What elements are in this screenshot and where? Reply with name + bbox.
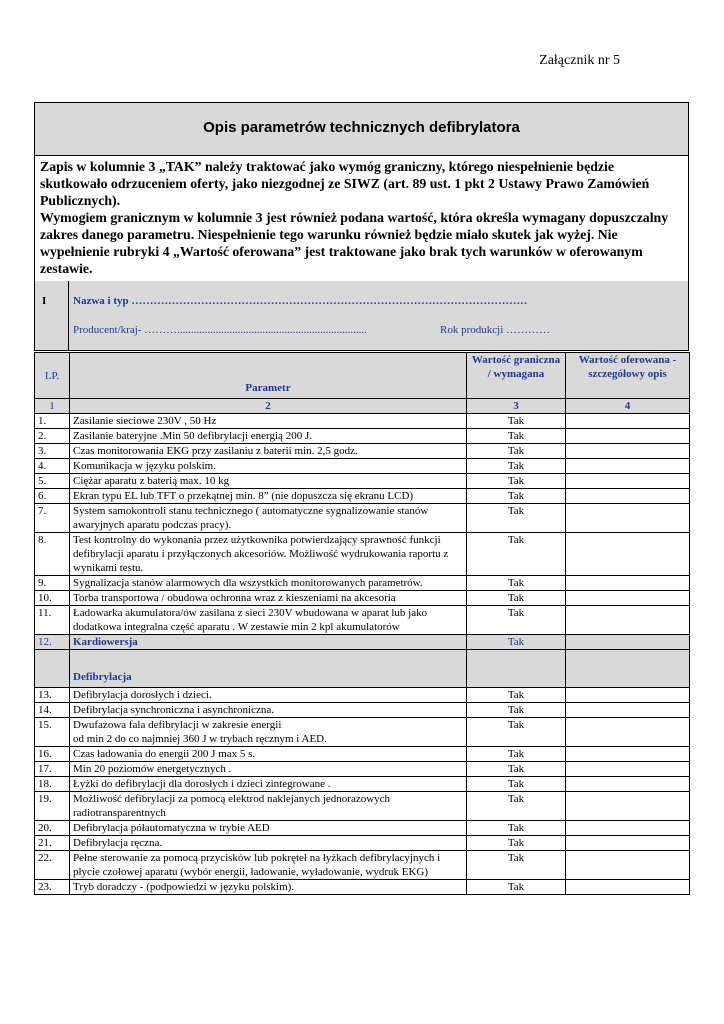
- row-offered-value[interactable]: [566, 474, 690, 489]
- device-name-field[interactable]: Nazwa i typ ………………………………………………………………………………………………: [73, 295, 528, 307]
- intro-box: [34, 155, 689, 282]
- row-lp: 9.: [35, 576, 70, 591]
- table-row: [35, 576, 690, 591]
- table-row: [35, 821, 690, 836]
- production-year-field[interactable]: Rok produkcji …………: [440, 324, 550, 336]
- row-required-value: Tak: [467, 688, 566, 703]
- table-row: [35, 718, 690, 747]
- row-lp: 5.: [35, 474, 70, 489]
- rows-group-sections: [35, 635, 690, 688]
- row-offered-value[interactable]: [566, 591, 690, 606]
- row-offered-value[interactable]: [566, 688, 690, 703]
- row-parameter: Test kontrolny do wykonania przez użytkownika potwierdzający sprawność funkcji defibrylacji aparatu i przyłączonych akcesoriów. Możliwość wydrukowania raportu z wynikami testu.: [70, 533, 467, 576]
- table-row: [35, 836, 690, 851]
- row-offered-value[interactable]: [566, 703, 690, 718]
- table-row: [35, 474, 690, 489]
- row-required-value: Tak: [467, 606, 566, 635]
- parameters-table: [34, 352, 690, 895]
- row-offered-value: [566, 650, 690, 688]
- row-lp: 15.: [35, 718, 70, 747]
- header-offered-value: Wartość oferowana -szczegółowy opis: [566, 353, 690, 399]
- row-required-value: Tak: [467, 414, 566, 429]
- row-parameter: Czas monitorowania EKG przy zasilaniu z baterii min. 2,5 godz.: [70, 444, 467, 459]
- column-number: 4: [566, 399, 690, 414]
- row-parameter: Ciężar aparatu z baterią max. 10 kg: [70, 474, 467, 489]
- table-row: [35, 606, 690, 635]
- table-row: [35, 489, 690, 504]
- rows-group-general: [35, 414, 690, 635]
- section-title-defibrylacja: Defibrylacja: [70, 650, 467, 688]
- intro-paragraph-1: Zapis w kolumnie 3 „TAK” należy traktować jako wymóg graniczny, którego niespełnienie będzie skutkowało odrzuceniem oferty, jako niezgodnej ze SIWZ (art. 89 ust. 1 pkt 2 Ustawy Prawo Zamówień Publicznych).: [40, 159, 650, 208]
- row-parameter: Możliwość defibrylacji za pomocą elektrod naklejanych jednorazowych radiotransparentnych: [70, 792, 467, 821]
- row-lp: 23.: [35, 880, 70, 895]
- producer-field[interactable]: Producent/kraj- ……….....................................................................: [73, 324, 367, 336]
- row-parameter: Sygnalizacja stanów alarmowych dla wszystkich monitorowanych parametrów.: [70, 576, 467, 591]
- row-parameter: Min 20 poziomów energetycznych .: [70, 762, 467, 777]
- row-lp: 10.: [35, 591, 70, 606]
- row-lp: 6.: [35, 489, 70, 504]
- row-required-value: Tak: [467, 777, 566, 792]
- row-lp: 2.: [35, 429, 70, 444]
- row-parameter: Dwufazowa fala defibrylacji w zakresie energii od min 2 do co najmniej 360 J w trybach ręcznym i AED.: [70, 718, 467, 747]
- row-required-value: Tak: [467, 489, 566, 504]
- row-required-value: Tak: [467, 504, 566, 533]
- row-offered-value[interactable]: [566, 635, 690, 650]
- row-lp: 18.: [35, 777, 70, 792]
- row-parameter: Zasilanie sieciowe 230V , 50 Hz: [70, 414, 467, 429]
- row-offered-value[interactable]: [566, 459, 690, 474]
- row-offered-value[interactable]: [566, 718, 690, 747]
- row-offered-value[interactable]: [566, 533, 690, 576]
- row-offered-value[interactable]: [566, 762, 690, 777]
- row-offered-value[interactable]: [566, 792, 690, 821]
- row-offered-value[interactable]: [566, 836, 690, 851]
- table-header-row: [35, 353, 690, 399]
- row-lp: 8.: [35, 533, 70, 576]
- row-required-value: Tak: [467, 703, 566, 718]
- row-offered-value[interactable]: [566, 821, 690, 836]
- row-offered-value[interactable]: [566, 576, 690, 591]
- row-lp: 7.: [35, 504, 70, 533]
- table-row: [35, 591, 690, 606]
- table-row: [35, 703, 690, 718]
- row-lp: 1.: [35, 414, 70, 429]
- row-required-value: Tak: [467, 747, 566, 762]
- row-lp: 21.: [35, 836, 70, 851]
- row-offered-value[interactable]: [566, 777, 690, 792]
- row-required-value: Tak: [467, 718, 566, 747]
- row-lp: 22.: [35, 851, 70, 880]
- row-offered-value[interactable]: [566, 504, 690, 533]
- row-required-value: Tak: [467, 821, 566, 836]
- table-row: [35, 414, 690, 429]
- row-offered-value[interactable]: [566, 414, 690, 429]
- row-lp: 3.: [35, 444, 70, 459]
- rows-group-defibrillation: [35, 688, 690, 895]
- header-required-value: Wartość graniczna / wymagana: [467, 353, 566, 399]
- row-parameter: Defibrylacja synchroniczna i asynchroniczna.: [70, 703, 467, 718]
- row-lp: 17.: [35, 762, 70, 777]
- table-row: [35, 762, 690, 777]
- table-row: [35, 792, 690, 821]
- table-row: [35, 444, 690, 459]
- row-parameter: Kardiowersja: [70, 635, 467, 650]
- header-parameter: Parametr: [70, 353, 467, 399]
- table-row: [35, 880, 690, 895]
- row-required-value: Tak: [467, 635, 566, 650]
- row-parameter: Defibrylacja dorosłych i dzieci.: [70, 688, 467, 703]
- row-required-value: Tak: [467, 444, 566, 459]
- title-box: [34, 102, 689, 156]
- column-number: 2: [70, 399, 467, 414]
- device-name-box: [34, 281, 689, 351]
- row-required-value: Tak: [467, 880, 566, 895]
- row-offered-value[interactable]: [566, 489, 690, 504]
- row-required-value: Tak: [467, 792, 566, 821]
- column-number-row: [35, 399, 690, 414]
- column-number: 1: [35, 399, 70, 414]
- table-row: [35, 533, 690, 576]
- row-parameter: Komunikacja w języku polskim.: [70, 459, 467, 474]
- annex-label: Załącznik nr 5: [539, 53, 620, 68]
- row-required-value: Tak: [467, 762, 566, 777]
- row-parameter: Pełne sterowanie za pomocą przycisków lub pokręteł na łyżkach defibrylacyjnych i płycie czołowej aparatu (wybór energii, ładowanie, wyładowanie, wydruk EKG): [70, 851, 467, 880]
- row-lp: 11.: [35, 606, 70, 635]
- row-required-value: Tak: [467, 576, 566, 591]
- row-parameter: Tryb doradczy - (podpowiedzi w języku polskim).: [70, 880, 467, 895]
- row-parameter: Łyżki do defibrylacji dla dorosłych i dzieci zintegrowane .: [70, 777, 467, 792]
- section-roman-numeral: I: [42, 295, 47, 307]
- row-required-value: Tak: [467, 429, 566, 444]
- divider: [68, 281, 69, 350]
- row-required-value: Tak: [467, 459, 566, 474]
- row-offered-value[interactable]: [566, 606, 690, 635]
- row-parameter: Ekran typu EL lub TFT o przekątnej min. 8” (nie dopuszcza się ekranu LCD): [70, 489, 467, 504]
- row-lp: 14.: [35, 703, 70, 718]
- table-row: [35, 851, 690, 880]
- table-row-section-defibrylacja: [35, 650, 690, 688]
- column-number: 3: [467, 399, 566, 414]
- table-row-kardiowersja: [35, 635, 690, 650]
- row-parameter: Zasilanie bateryjne .Min 50 defibrylacji energią 200 J.: [70, 429, 467, 444]
- row-lp: 12.: [35, 635, 70, 650]
- table-row: [35, 429, 690, 444]
- row-offered-value[interactable]: [566, 880, 690, 895]
- row-parameter: Czas ładowania do energii 200 J max 5 s.: [70, 747, 467, 762]
- intro-paragraph-2: Wymogiem granicznym w kolumnie 3 jest również podana wartość, która określa wymagany dopuszczalny zakres danego parametru. Niespełnienie tego warunku również będzie miało skutek jak wyżej. Nie wypełnienie rubryki 4 „Wartość oferowana” jest traktowane jako brak tych warunków w oferowanym zestawie.: [40, 210, 669, 276]
- row-parameter: Torba transportowa / obudowa ochronna wraz z kieszeniami na akcesoria: [70, 591, 467, 606]
- table-row: [35, 777, 690, 792]
- row-offered-value[interactable]: [566, 444, 690, 459]
- row-required-value: Tak: [467, 851, 566, 880]
- table-row: [35, 747, 690, 762]
- row-offered-value[interactable]: [566, 747, 690, 762]
- header-lp: LP.: [35, 353, 70, 399]
- table-row: [35, 504, 690, 533]
- row-lp: 16.: [35, 747, 70, 762]
- row-parameter: Defibrylacja półautomatyczna w trybie AED: [70, 821, 467, 836]
- row-offered-value[interactable]: [566, 429, 690, 444]
- row-required-value: [467, 650, 566, 688]
- row-required-value: Tak: [467, 474, 566, 489]
- row-parameter: System samokontroli stanu technicznego ( automatyczne sygnalizowanie stanów awaryjnych aparatu podczas pracy).: [70, 504, 467, 533]
- row-lp: 4.: [35, 459, 70, 474]
- table-row: [35, 688, 690, 703]
- row-required-value: Tak: [467, 836, 566, 851]
- row-lp: [35, 650, 70, 688]
- row-lp: 19.: [35, 792, 70, 821]
- row-parameter: Ładowarka akumulatora/ów zasilana z sieci 230V wbudowana w aparat lub jako dodatkowa integralna część aparatu . W zestawie min 2 kpl akumulatorów: [70, 606, 467, 635]
- table-row: [35, 459, 690, 474]
- row-lp: 20.: [35, 821, 70, 836]
- row-parameter: Defibrylacja ręczna.: [70, 836, 467, 851]
- row-offered-value[interactable]: [566, 851, 690, 880]
- row-required-value: Tak: [467, 591, 566, 606]
- document-title: Opis parametrów technicznych defibrylatora: [203, 118, 520, 136]
- row-required-value: Tak: [467, 533, 566, 576]
- row-lp: 13.: [35, 688, 70, 703]
